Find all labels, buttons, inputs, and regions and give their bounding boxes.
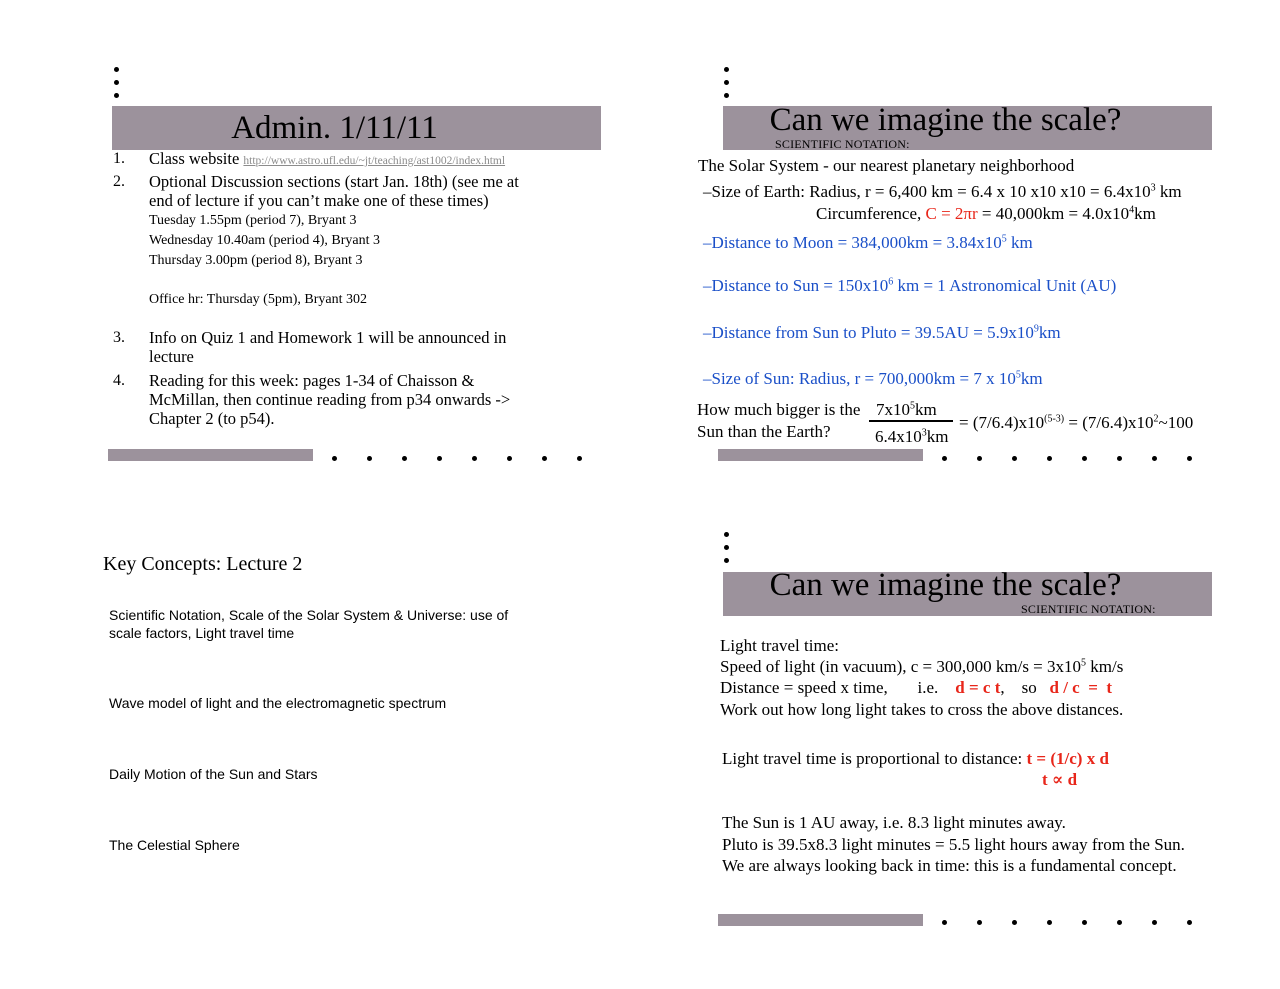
- slide-subtitle: SCIENTIFIC NOTATION:: [1021, 602, 1156, 616]
- footer-bar: [108, 449, 313, 461]
- sun-size-line: –Size of Sun: Radius, r = 700,000km = 7 x $10^5km$: [703, 369, 1043, 388]
- vertical-dots-decoration: [724, 67, 730, 106]
- section-time: Thursday 3.00pm (period 8), Bryant 3: [149, 253, 363, 268]
- concept-item: The Celestial Sphere: [109, 837, 240, 853]
- footer-bar: [718, 914, 923, 926]
- item-number: 1.: [113, 150, 125, 167]
- item-text: Chapter 2 (to p54).: [149, 409, 275, 428]
- slide-title: Admin. 1/11/11: [231, 110, 438, 146]
- item-number: 3.: [113, 329, 125, 346]
- item-text: Optional Discussion sections (start Jan. 18th) (see me at: [149, 172, 519, 191]
- vertical-dots-decoration: [724, 532, 730, 571]
- ratio-result: = $(7/6.4)x10^{(5-3)}$ = $(7/6.4)x10^2\sim 100$: [959, 413, 1194, 432]
- item-text: Class website: [149, 149, 240, 168]
- item-number: 2.: [113, 173, 125, 190]
- text-line: The Sun is 1 AU away, i.e. 8.3 light minutes away.: [722, 813, 1066, 832]
- text-line: Work out how long light takes to cross the above distances.: [720, 700, 1124, 719]
- horizontal-dots-decoration: [942, 456, 1192, 461]
- list-item: [149, 149, 505, 171]
- earth-radius-line: –Size of Earth: Radius, r = 6,400 km = 6.4 x 10 x10 $x10 = 6.4x10^3$ km: [703, 182, 1182, 201]
- text-line: We are always looking back in time: this is a fundamental concept.: [722, 856, 1177, 875]
- circumference-line: Circumference, $C = 2\pi r = 40,000km = 4.0x10^4km$: [816, 204, 1156, 223]
- fraction-numerator: $7x10^5km$: [876, 400, 937, 419]
- item-text: McMillan, then continue reading from p34 onwards ->: [149, 390, 511, 409]
- question-line: How much bigger is the: [697, 400, 861, 419]
- item-text: Reading for this week: pages 1-34 of Chaisson &: [149, 371, 475, 390]
- text-line: Light travel time:: [720, 636, 839, 655]
- concept-item: Scientific Notation, Scale of the Solar System & Universe: use of scale factors, Light travel time: [109, 607, 509, 641]
- key-concepts-heading: Key Concepts: Lecture 2: [103, 553, 303, 575]
- list-item: [149, 172, 519, 210]
- list-item: [149, 371, 510, 428]
- course-website-link[interactable]: http://www.astro.ufl.edu/~jt/teaching/ast1002/index.html: [243, 155, 506, 167]
- sun-distance-line: –Distance to Sun = $150x10^6$ km = 1 Astronomical Unit (AU): [703, 276, 1117, 295]
- concept-item: Daily Motion of the Sun and Stars: [109, 766, 318, 782]
- intro-line: The Solar System - our nearest planetary neighborhood: [698, 156, 1075, 175]
- list-item: [149, 328, 506, 366]
- slide-subtitle: SCIENTIFIC NOTATION:: [775, 137, 910, 151]
- concept-item: Wave model of light and the electromagnetic spectrum: [109, 695, 447, 711]
- item-number: 4.: [113, 372, 125, 389]
- horizontal-dots-decoration: [332, 456, 582, 461]
- footer-bar: [718, 449, 923, 461]
- pluto-distance-line: –Distance from Sun to Pluto = $39.5AU = 5.9x10^9km$: [703, 323, 1061, 342]
- text-line: t ∝ d: [1042, 770, 1078, 789]
- text-line: Pluto is 39.5x8.3 light minutes = 5.5 light hours away from the Sun.: [722, 835, 1185, 854]
- item-text: end of lecture if you can’t make one of these times): [149, 191, 489, 210]
- text-line: Speed of light (in vacuum), c = 300,000 $km/s = 3x10^5$ km/s: [720, 657, 1124, 676]
- vertical-dots-decoration: [114, 67, 120, 106]
- item-text: lecture: [149, 347, 194, 366]
- slide-title: Can we imagine the scale?: [769, 567, 1122, 603]
- fraction-bar: [869, 420, 953, 422]
- section-time: Tuesday 1.55pm (period 7), Bryant 3: [149, 213, 357, 228]
- section-time: Wednesday 10.40am (period 4), Bryant 3: [149, 233, 380, 248]
- office-hours: Office hr: Thursday (5pm), Bryant 302: [149, 292, 367, 307]
- item-text: Info on Quiz 1 and Homework 1 will be announced in: [149, 328, 507, 347]
- text-line: Distance = speed x time, i.e. d = c t, so d / c = t: [720, 678, 1113, 697]
- slide-title: Can we imagine the scale?: [769, 102, 1122, 138]
- text-line: Light travel time is proportional to distance: t = (1/c) x d: [722, 749, 1109, 768]
- moon-distance-line: –Distance to Moon = $384,000km = 3.84x10^5$ km: [703, 233, 1033, 252]
- horizontal-dots-decoration: [942, 920, 1192, 925]
- question-line: Sun than the Earth?: [697, 422, 831, 441]
- fraction-denominator: $6.4x10^3km$: [875, 427, 949, 446]
